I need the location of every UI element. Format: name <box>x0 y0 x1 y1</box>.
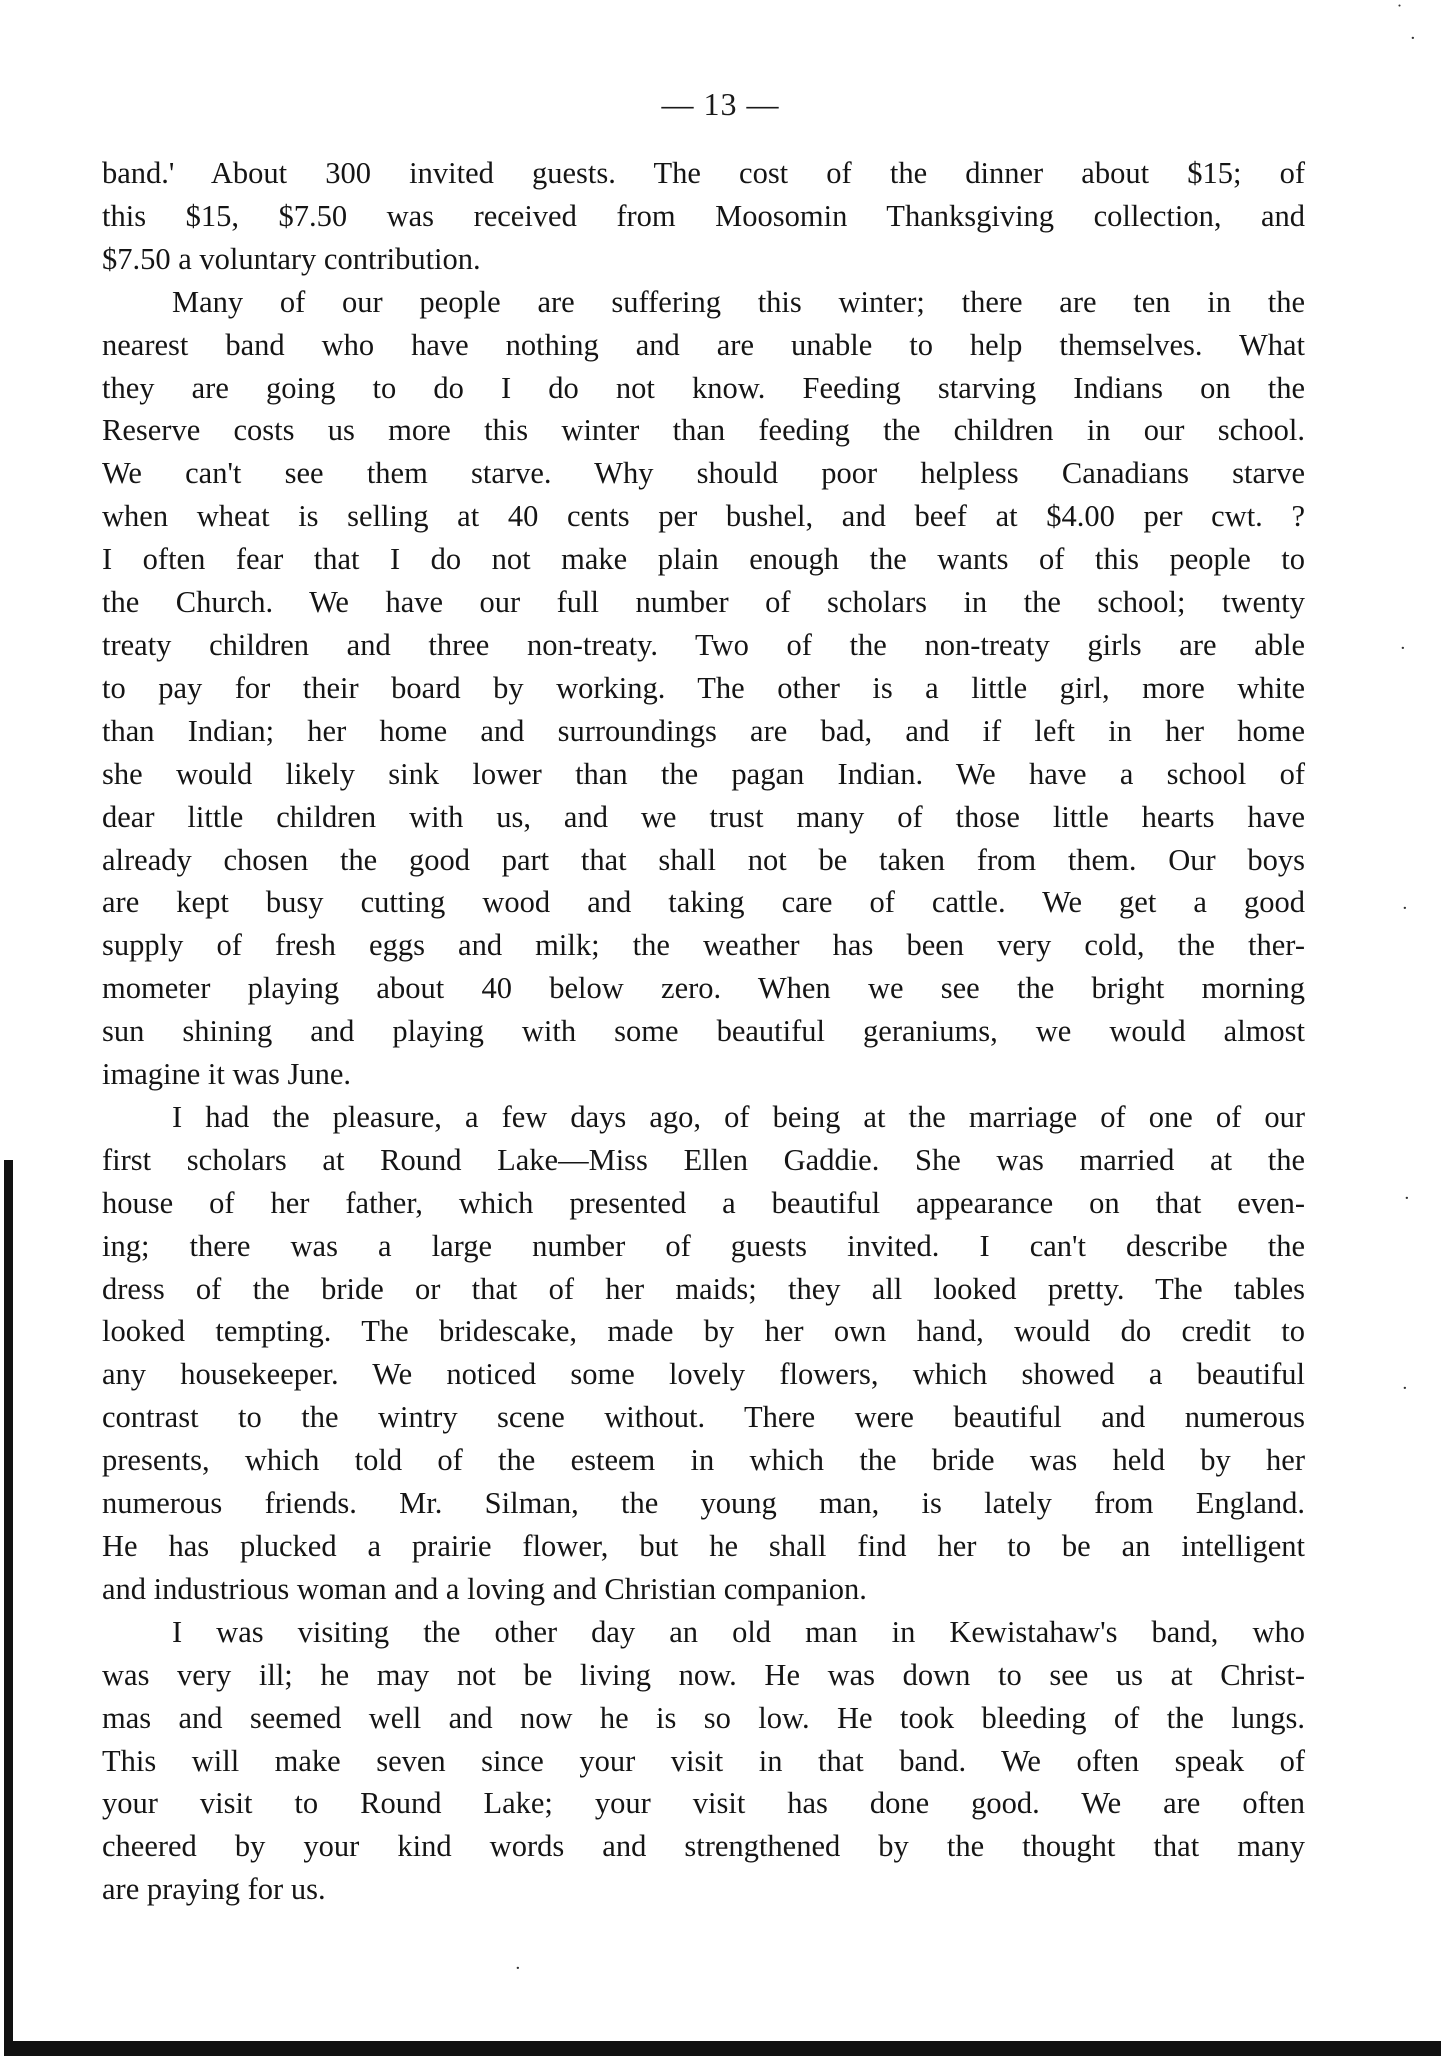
text-line: He has plucked a prairie flower, but he shall find her to be an intelligent <box>102 1529 1305 1563</box>
paragraph-3 <box>102 1096 1305 1611</box>
body-text <box>102 152 1305 1911</box>
text-line: treaty children and three non-treaty. Two of the non-treaty girls are able <box>102 627 1305 662</box>
text-line: this $15, $7.50 was received from Moosomin Thanksgiving collection, and <box>102 198 1305 233</box>
scan-speck: · <box>515 1958 521 1979</box>
text-line: already chosen the good part that shall not be taken from them. Our boys <box>102 842 1305 877</box>
text-line: looked tempting. The bridescake, made by her own hand, would do credit to <box>102 1314 1305 1349</box>
text-line: than Indian; her home and surroundings are bad, and if left in her home <box>102 713 1305 748</box>
scan-speck: · <box>1400 638 1406 659</box>
paragraph-2 <box>102 281 1305 1096</box>
paragraph-4 <box>102 1611 1305 1911</box>
scan-speck: · <box>1404 1188 1410 1209</box>
scan-speck: · <box>1410 28 1416 49</box>
text-line: when wheat is selling at 40 cents per bushel, and beef at $4.00 per cwt. ? <box>102 499 1305 534</box>
text-line: We can't see them starve. Why should poor helpless Canadians starve <box>102 456 1305 491</box>
scan-speck: ˙ <box>1395 2 1404 23</box>
scan-border-left <box>4 1160 13 2056</box>
scan-border-bottom <box>4 2041 1441 2056</box>
text-line: any housekeeper. We noticed some lovely flowers, which showed a beautiful <box>102 1357 1305 1392</box>
text-line: contrast to the wintry scene without. There were beautiful and numerous <box>102 1400 1305 1435</box>
text-line: imagine it was June. <box>102 1057 352 1092</box>
text-line: nearest band who have nothing and are unable to help themselves. What <box>102 327 1305 362</box>
text-line: she would likely sink lower than the pagan Indian. We have a school of <box>102 756 1305 791</box>
text-line: first scholars at Round Lake—Miss Ellen Gaddie. She was married at the <box>102 1142 1305 1177</box>
scan-speck: · <box>1402 1378 1408 1399</box>
text-line: mas and seemed well and now he is so low. He took bleeding of the lungs. <box>102 1700 1305 1735</box>
paragraph-1 <box>102 152 1305 281</box>
text-line: cheered by your kind words and strengthened by the thought that many <box>102 1829 1305 1864</box>
text-line: dress of the bride or that of her maids; they all looked pretty. The tables <box>102 1271 1305 1306</box>
text-line: mometer playing about 40 below zero. When we see the bright morning <box>102 971 1305 1006</box>
text-line: the Church. We have our full number of scholars in the school; twenty <box>102 585 1305 620</box>
text-line: band.' About 300 invited guests. The cost of the dinner about $15; of <box>102 156 1305 190</box>
text-line: to pay for their board by working. The other is a little girl, more white <box>102 670 1305 705</box>
page-number: — 13 — <box>661 86 780 122</box>
text-line: presents, which told of the esteem in which the bride was held by her <box>102 1443 1305 1478</box>
text-line: are praying for us. <box>102 1872 326 1907</box>
scan-speck: · <box>1402 898 1408 919</box>
text-line: your visit to Round Lake; your visit has done good. We are often <box>102 1786 1305 1821</box>
text-line: I was visiting the other day an old man in Kewistahaw's band, who <box>172 1614 1305 1649</box>
text-line: ing; there was a large number of guests invited. I can't describe the <box>102 1228 1305 1263</box>
text-line: sun shining and playing with some beautiful geraniums, we would almost <box>102 1014 1305 1049</box>
text-line: was very ill; he may not be living now. He was down to see us at Christ- <box>102 1657 1305 1692</box>
text-line: and industrious woman and a loving and Christian companion. <box>102 1571 867 1606</box>
text-line: Many of our people are suffering this winter; there are ten in the <box>172 284 1305 319</box>
text-line: I often fear that I do not make plain enough the wants of this people to <box>102 542 1305 577</box>
text-line: they are going to do I do not know. Feeding starving Indians on the <box>102 370 1305 405</box>
text-line: Reserve costs us more this winter than feeding the children in our school. <box>102 413 1305 448</box>
text-line: numerous friends. Mr. Silman, the young man, is lately from England. <box>102 1486 1305 1521</box>
text-line: I had the pleasure, a few days ago, of being at the marriage of one of our <box>172 1099 1305 1134</box>
text-line: supply of fresh eggs and milk; the weather has been very cold, the ther- <box>102 928 1305 963</box>
text-line: $7.50 a voluntary contribution. <box>102 241 481 276</box>
text-line: house of her father, which presented a beautiful appearance on that even- <box>102 1185 1305 1220</box>
text-line: are kept busy cutting wood and taking care of cattle. We get a good <box>102 885 1305 920</box>
text-line: dear little children with us, and we trust many of those little hearts have <box>102 799 1305 834</box>
text-line: This will make seven since your visit in that band. We often speak of <box>102 1743 1305 1778</box>
